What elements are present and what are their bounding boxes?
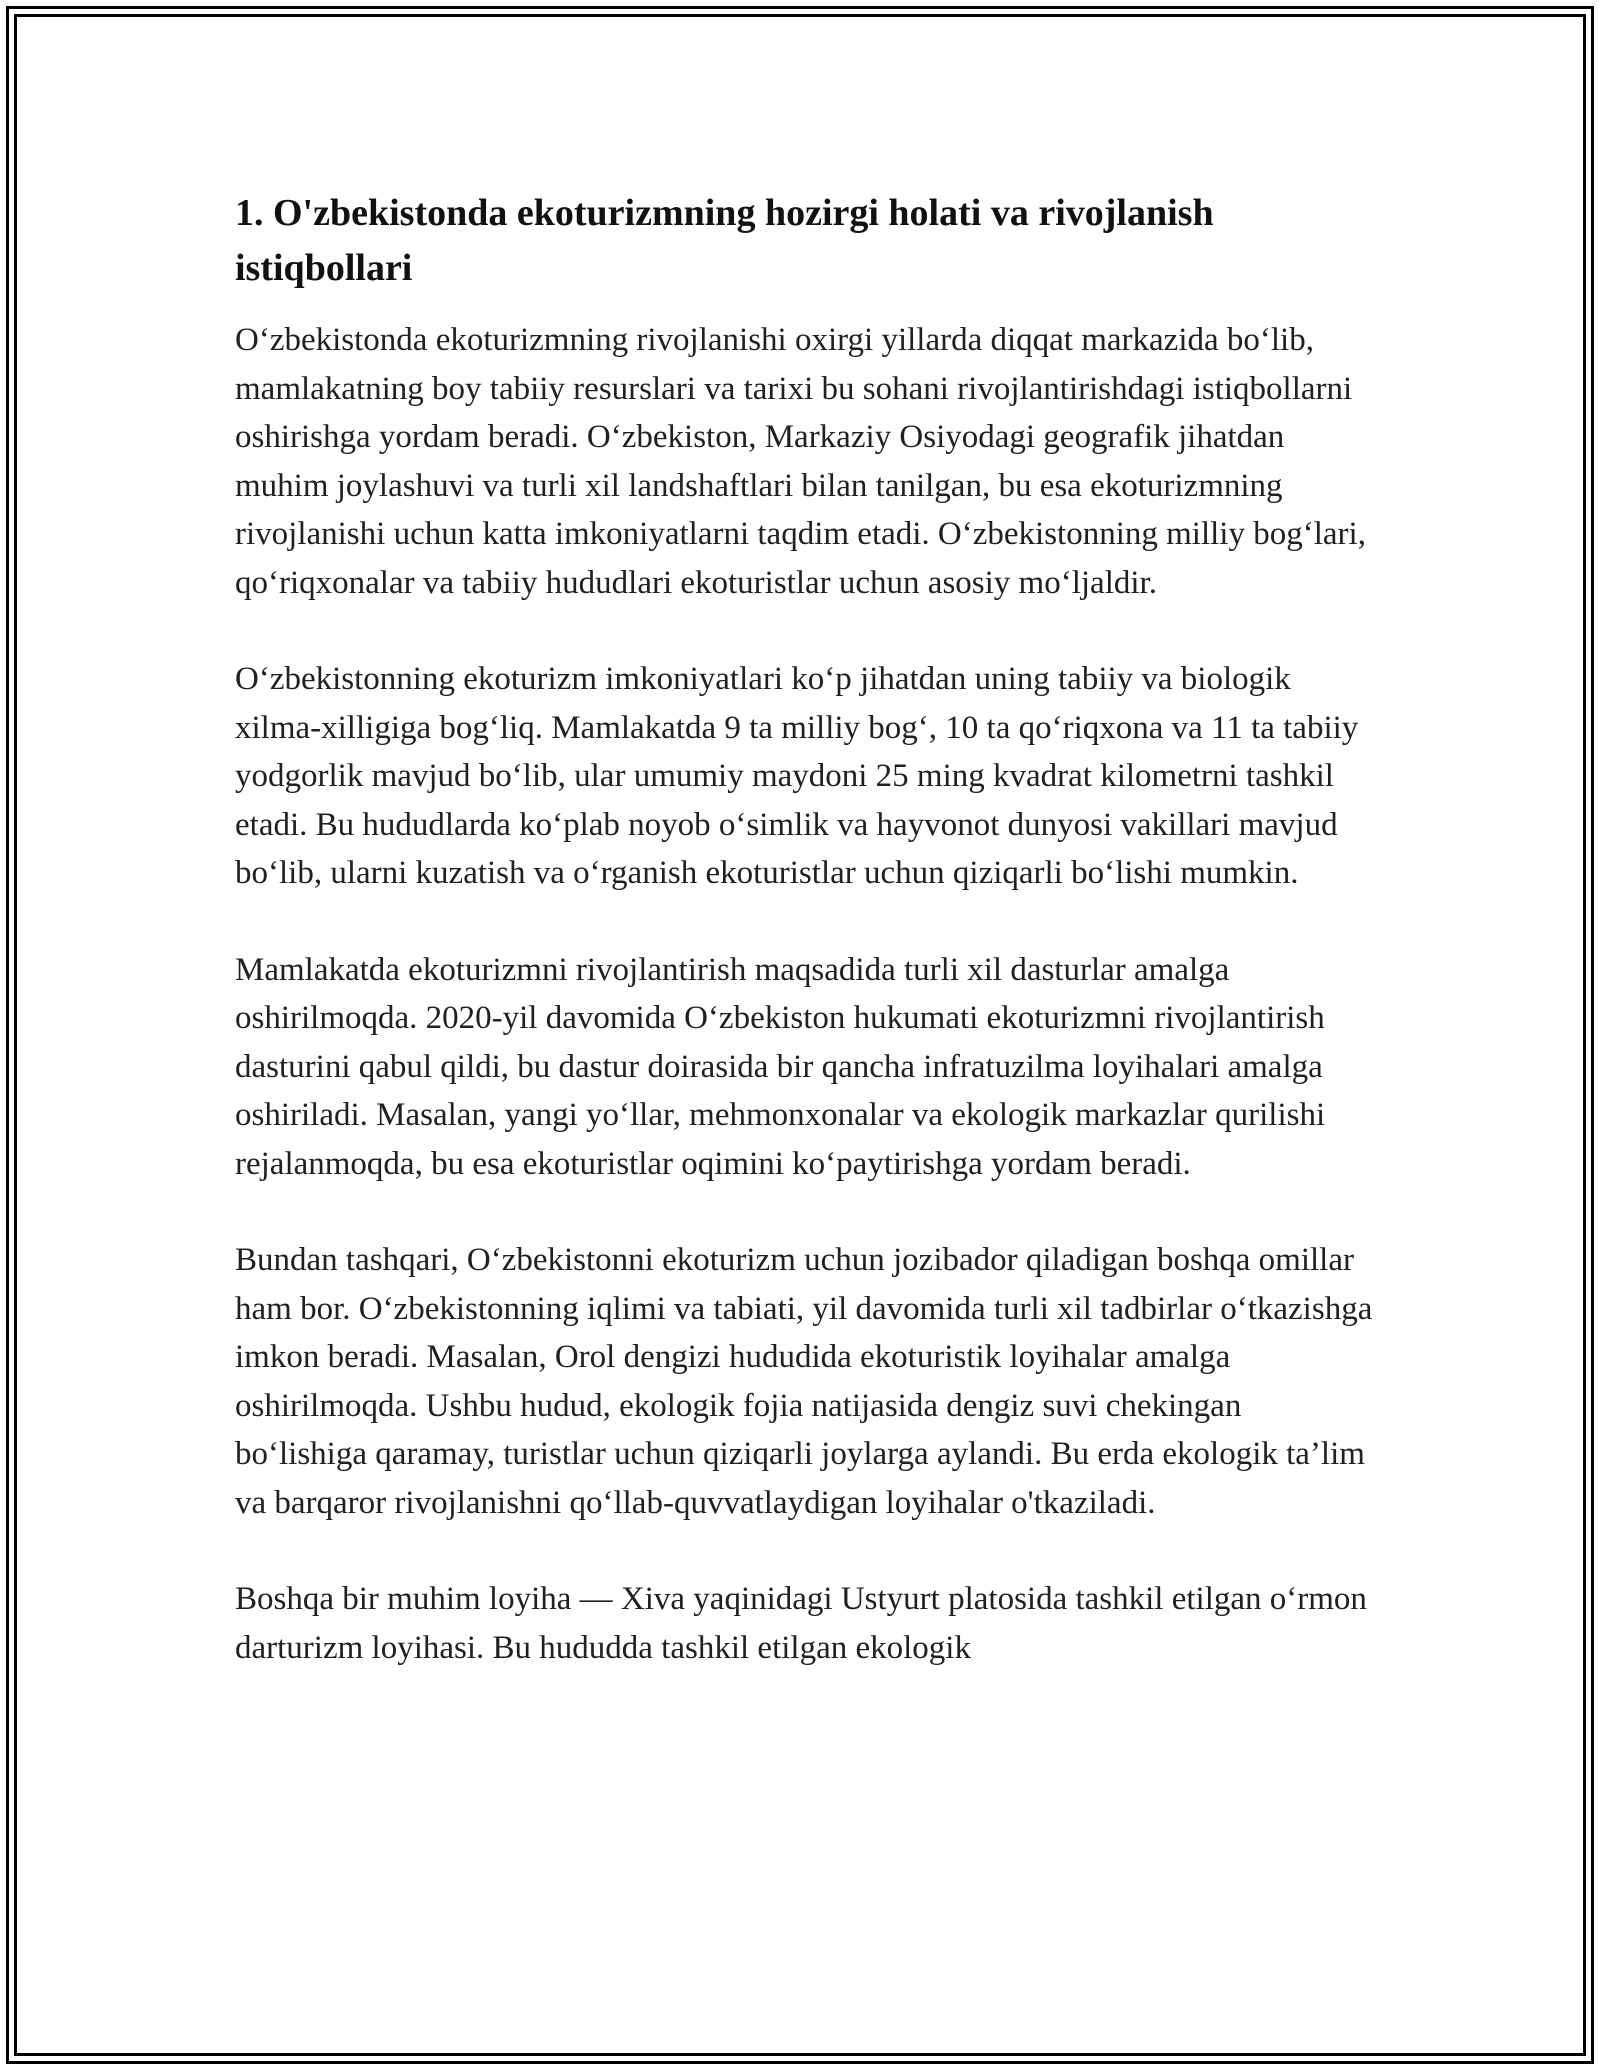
paragraph-3: Mamlakatda ekoturizmni rivojlantirish maqsadida turli xil dasturlar amalga oshirilmoqda. 2020-yil davomida O‘zbekiston hukumati ekoturizmni rivojlantirish dasturini qabul qildi, bu dastur doirasida bir qancha infratuzilma loyihalari amalga oshiriladi. Masalan, yangi yo‘llar, mehmonxonalar va ekologik markazlar qurilishi rejalanmoqda, bu esa ekoturistlar oqimini ko‘paytirishga yordam beradi. — [235, 951, 1326, 1182]
paragraph-1: O‘zbekistonda ekoturizmning rivojlanishi oxirgi yillarda diqqat markazida bo‘lib, mamlakatning boy tabiiy resurslari va tarixi bu sohani rivojlantirishdagi istiqbollarni oshirishga yordam beradi. O‘zbekiston, Markaziy Osiyodagi geografik jihatdan muhim joylashuvi va turli xil landshaftlari bilan tanilgan, bu esa ekoturizmning rivojlanishi uchun katta imkoniyatlarni taqdim etadi. O‘zbekistonning milliy bog‘lari, qo‘riqxonalar va tabiiy hududlari ekoturistlar uchun asosiy mo‘ljaldir. — [235, 322, 1366, 601]
paragraph-2: O‘zbekistonning ekoturizm imkoniyatlari ko‘p jihatdan uning tabiiy va biologik xilma-xilligiga bog‘liq. Mamlakatda 9 ta milliy bog‘, 10 ta qo‘riqxona va 11 ta tabiiy yodgorlik mavjud bo‘lib, ular umumiy maydoni 25 ming kvadrat kilometrni tashkil etadi. Bu hududlarda ko‘plab noyob o‘simlik va hayvonot dunyosi vakillari mavjud bo‘lib, ularni kuzatish va o‘rganish ekoturistlar uchun qiziqarli bo‘lishi mumkin. — [235, 661, 1359, 891]
paragraph-4: Bundan tashqari, O‘zbekistonni ekoturizm uchun jozibador qiladigan boshqa omillar ham bor. O‘zbekistonning iqlimi va tabiati, yil davomida turli xil tadbirlar o‘tkazishga imkon beradi. Masalan, Orol dengizi hududida ekoturistik loyihalar amalga oshirilmoqda. Ushbu hudud, ekologik fojia natijasida dengiz suvi chekingan bo‘lishiga qaramay, turistlar uchun qiziqarli joylarga aylandi. Bu erda ekologik ta’lim va barqaror rivojlanishni qo‘llab-quvvatlaydigan loyihalar o'tkaziladi. — [235, 1242, 1373, 1521]
document-body — [235, 186, 1375, 1720]
section-heading: 1. O'zbekistonda ekoturizmning hozirgi holati va rivojlanish istiqbollari — [235, 192, 1214, 289]
paragraph-5: Boshqa bir muhim loyiha — Xiva yaqinidagi Ustyurt platosida tashkil etilgan o‘rmon darturizm loyihasi. Bu hududda tashkil etilgan ekologik — [235, 1581, 1367, 1666]
